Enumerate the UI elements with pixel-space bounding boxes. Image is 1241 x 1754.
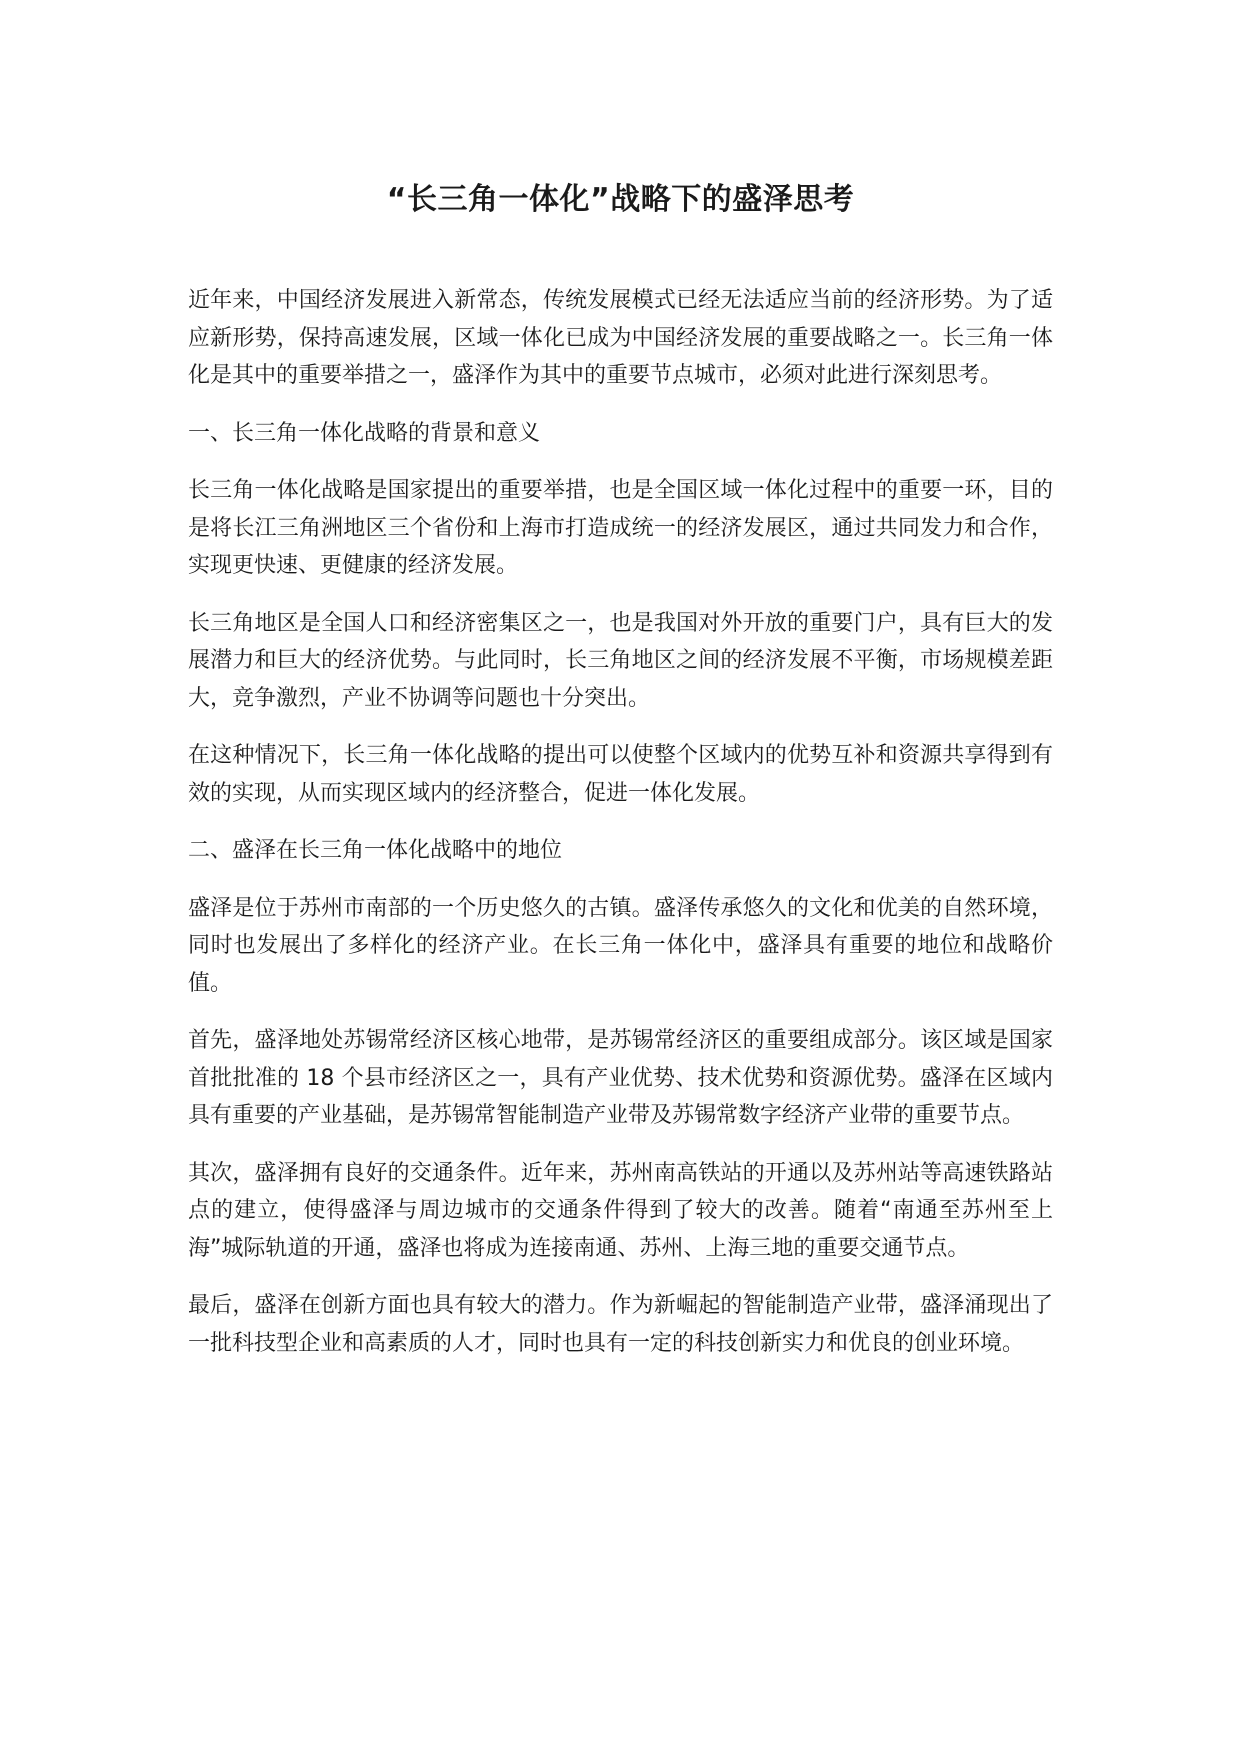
paragraph-shengze-intro: 盛泽是位于苏州市南部的一个历史悠久的古镇。盛泽传承悠久的文化和优美的自然环境，同时也发展出了多样化的经济产业。在长三角一体化中，盛泽具有重要的地位和战略价值。	[188, 895, 1053, 996]
document-title: “长三角一体化”战略下的盛泽思考	[386, 182, 855, 217]
paragraph-first-point: 首先，盛泽地处苏锡常经济区核心地带，是苏锡常经济区的重要组成部分。该区域是国家首批批准的 18 个县市经济区之一，具有产业优势、技术优势和资源优势。盛泽在区域内具有重要的产业基础，是苏锡常智能制造产业带及苏锡常数字经济产业带的重要节点。	[188, 1028, 1053, 1128]
paragraph-yrd-region: 长三角地区是全国人口和经济密集区之一，也是我国对外开放的重要门户，具有巨大的发展潜力和巨大的经济优势。与此同时，长三角地区之间的经济发展不平衡，市场规模差距大，竞争激烈，产业不协调等问题也十分突出。	[188, 610, 1053, 711]
paragraph-intro: 近年来，中国经济发展进入新常态，传统发展模式已经无法适应当前的经济形势。为了适应新形势，保持高速发展，区域一体化已成为中国经济发展的重要战略之一。长三角一体化是其中的重要举措之一，盛泽作为其中的重要节点城市，必须对此进行深刻思考。	[188, 288, 1053, 388]
paragraph-integration-effect: 在这种情况下，长三角一体化战略的提出可以使整个区域内的优势互补和资源共享得到有效的实现，从而实现区域内的经济整合，促进一体化发展。	[188, 743, 1053, 806]
section-heading-2: 二、盛泽在长三角一体化战略中的地位	[188, 838, 563, 863]
section-heading-1: 一、长三角一体化战略的背景和意义	[188, 420, 541, 446]
paragraph-second-point: 其次，盛泽拥有良好的交通条件。近年来，苏州南高铁站的开通以及苏州站等高速铁路站点的建立，使得盛泽与周边城市的交通条件得到了较大的改善。随着“南通至苏州至上海”城际轨道的开通，盛泽也将成为连接南通、苏州、上海三地的重要交通节点。	[188, 1160, 1053, 1261]
paragraph-last-point: 最后，盛泽在创新方面也具有较大的潜力。作为新崛起的智能制造产业带，盛泽涌现出了一批科技型企业和高素质的人才，同时也具有一定的科技创新实力和优良的创业环境。	[188, 1293, 1053, 1356]
paragraph-strategy-purpose: 长三角一体化战略是国家提出的重要举措，也是全国区域一体化过程中的重要一环，目的是将长江三角洲地区三个省份和上海市打造成统一的经济发展区，通过共同发力和合作，实现更快速、更健康的经济发展。	[188, 478, 1053, 578]
